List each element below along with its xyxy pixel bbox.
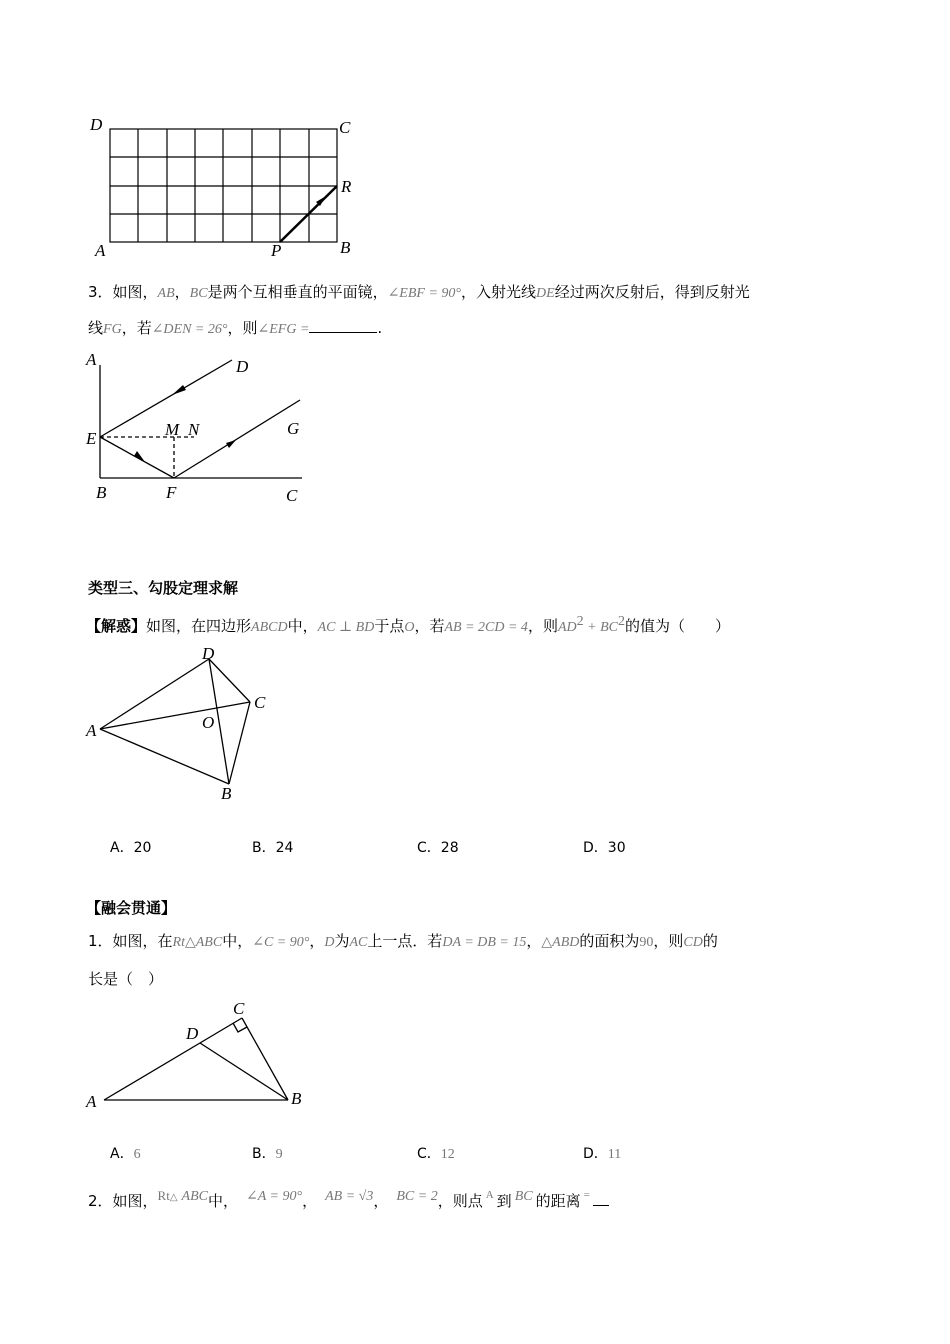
text: ，若 <box>414 617 445 635</box>
option-value: 9 <box>275 1147 283 1162</box>
q1-option-c[interactable] <box>417 1143 455 1163</box>
text: ， <box>309 932 325 950</box>
math-ac: AC <box>349 935 368 950</box>
math-d: D <box>324 935 335 950</box>
mirror-figure <box>82 345 312 510</box>
label-C: C <box>233 999 245 1018</box>
math-eq: DA = DB = 15 <box>442 935 527 950</box>
label-M: M <box>165 420 180 439</box>
option-value: 11 <box>607 1147 622 1162</box>
label-D: D <box>186 1024 199 1043</box>
label-D: D <box>90 115 103 134</box>
math-area: 90 <box>639 935 654 950</box>
label-A: A <box>86 721 97 740</box>
math-rt: Rt <box>157 1188 170 1203</box>
option-value: 12 <box>440 1147 455 1162</box>
text: ， <box>174 283 190 301</box>
math-bc-2: BC = 2 <box>396 1189 438 1204</box>
text: ， <box>302 1192 318 1210</box>
option-c[interactable] <box>417 837 459 857</box>
q1-line2 <box>88 968 163 990</box>
label-P: P <box>271 241 282 260</box>
q3-number: 3．如图， <box>88 283 158 301</box>
math-bc: BC <box>514 1189 533 1204</box>
quadrilateral-figure <box>82 642 282 807</box>
text: ，则点 <box>437 1192 483 1210</box>
math-point-a: A <box>485 1189 494 1201</box>
text: ，则 <box>227 319 258 337</box>
option-value: 20 <box>133 840 152 856</box>
text: 线 <box>88 319 104 337</box>
option-label: C． <box>417 1146 441 1162</box>
section-title: 类型三、勾股定理求解 <box>88 579 239 597</box>
q2-line <box>88 1190 609 1215</box>
option-b[interactable] <box>252 837 293 857</box>
q1-option-d[interactable] <box>583 1143 621 1163</box>
jiehuo-question <box>86 611 730 639</box>
math-bc: BC <box>189 286 208 301</box>
text: ，则 <box>653 932 684 950</box>
q1-number: 1．如图，在 <box>88 932 173 950</box>
option-label: B． <box>252 840 276 856</box>
triangle-figure <box>82 996 322 1121</box>
text: 于点 <box>374 617 405 635</box>
arrow-de <box>172 385 186 395</box>
math-ab-sqrt3: AB = √3 <box>325 1189 374 1204</box>
math-angle-a: ∠A = 90° <box>246 1189 303 1204</box>
label-D: D <box>236 357 249 376</box>
label-B: B <box>221 784 232 803</box>
math-angle-den: ∠DEN = 26° <box>151 322 228 337</box>
text: 经过两次反射后，得到反射光 <box>554 283 750 301</box>
math-perp: AC ⊥ BD <box>317 620 375 635</box>
label-G: G <box>287 419 300 438</box>
text: ， <box>526 932 542 950</box>
option-value: 24 <box>275 840 294 856</box>
answer-blank[interactable] <box>309 318 377 333</box>
option-label: A． <box>110 1146 134 1162</box>
text: 的面积为 <box>579 932 640 950</box>
label-C: C <box>339 118 351 137</box>
math-fg: FG <box>103 322 122 337</box>
math-o: O <box>404 620 415 635</box>
option-a[interactable] <box>110 837 151 857</box>
option-label: D． <box>583 1146 608 1162</box>
text: ，入射光线 <box>461 283 537 301</box>
math-de: DE <box>536 286 555 301</box>
q3-line1 <box>88 281 750 305</box>
text: 中， <box>208 1192 239 1210</box>
jiehuo-tag: 【解惑】 <box>86 617 147 635</box>
option-label: C． <box>417 840 441 856</box>
arrow-ef <box>134 451 145 462</box>
option-d[interactable] <box>583 837 626 857</box>
text: 的值为（ ） <box>624 617 730 635</box>
math-plus-bc: + BC <box>583 620 618 635</box>
text: 为 <box>334 932 350 950</box>
q2-number: 2．如图， <box>88 1192 158 1210</box>
math-ab: AB <box>157 286 175 301</box>
math-triangle-symbol: △ <box>169 1192 178 1203</box>
math-angle-efg: ∠EFG = <box>257 322 310 337</box>
label-B: B <box>340 238 351 257</box>
label-F: F <box>166 483 177 502</box>
option-value: 6 <box>133 1147 141 1162</box>
option-label: A． <box>110 840 134 856</box>
q1-option-a[interactable] <box>110 1143 141 1163</box>
text: 如图，在四边形 <box>146 617 252 635</box>
label-B: B <box>291 1089 302 1108</box>
text: . <box>377 319 383 337</box>
text: ， <box>373 1192 389 1210</box>
label-C: C <box>254 693 266 712</box>
math-cd: CD <box>683 935 703 950</box>
q3-line2 <box>88 317 382 341</box>
label-O: O <box>202 713 215 732</box>
option-value: 30 <box>607 840 626 856</box>
math-tri-abd: △ABD <box>541 935 580 950</box>
q1-line1 <box>88 930 718 954</box>
label-A: A <box>86 1092 97 1111</box>
text: 的距离 <box>535 1192 581 1210</box>
label-C: C <box>286 486 298 505</box>
option-value: 28 <box>440 840 459 856</box>
label-E: E <box>86 429 97 448</box>
math-abc: ABC <box>181 1189 208 1204</box>
text: ，则 <box>527 617 558 635</box>
text: 的 <box>702 932 718 950</box>
text: 中， <box>222 932 253 950</box>
math-equals: = <box>583 1189 590 1201</box>
option-label: B． <box>252 1146 276 1162</box>
label-B: B <box>96 483 107 502</box>
ronghui-title: 【融会贯通】 <box>86 899 177 917</box>
math-rt-abc: Rt△ABC <box>172 935 223 950</box>
grid-figure <box>85 112 365 262</box>
text: 中， <box>287 617 318 635</box>
text: 上一点．若 <box>367 932 443 950</box>
math-angle-c: ∠C = 90° <box>252 935 310 950</box>
exponent: 2 <box>617 614 625 629</box>
text: ，若 <box>121 319 152 337</box>
text: 是两个互相垂直的平面镜， <box>207 283 388 301</box>
math-eq: AB = 2CD = 4 <box>444 620 528 635</box>
math-angle-ebf: ∠EBF = 90° <box>387 286 462 301</box>
q1-option-b[interactable] <box>252 1143 283 1163</box>
math-abcd: ABCD <box>251 620 288 635</box>
exponent: 2 <box>576 614 584 629</box>
math-ad: AD <box>557 620 577 635</box>
label-R: R <box>341 177 352 196</box>
arrow-fg <box>226 440 236 448</box>
label-A: A <box>86 350 97 369</box>
label-N: N <box>188 420 200 439</box>
text: 到 <box>496 1192 512 1210</box>
text: 长是（ ） <box>88 970 164 988</box>
option-label: D． <box>583 840 608 856</box>
label-D: D <box>202 644 215 663</box>
answer-blank[interactable] <box>593 1191 609 1206</box>
label-A: A <box>95 241 106 260</box>
